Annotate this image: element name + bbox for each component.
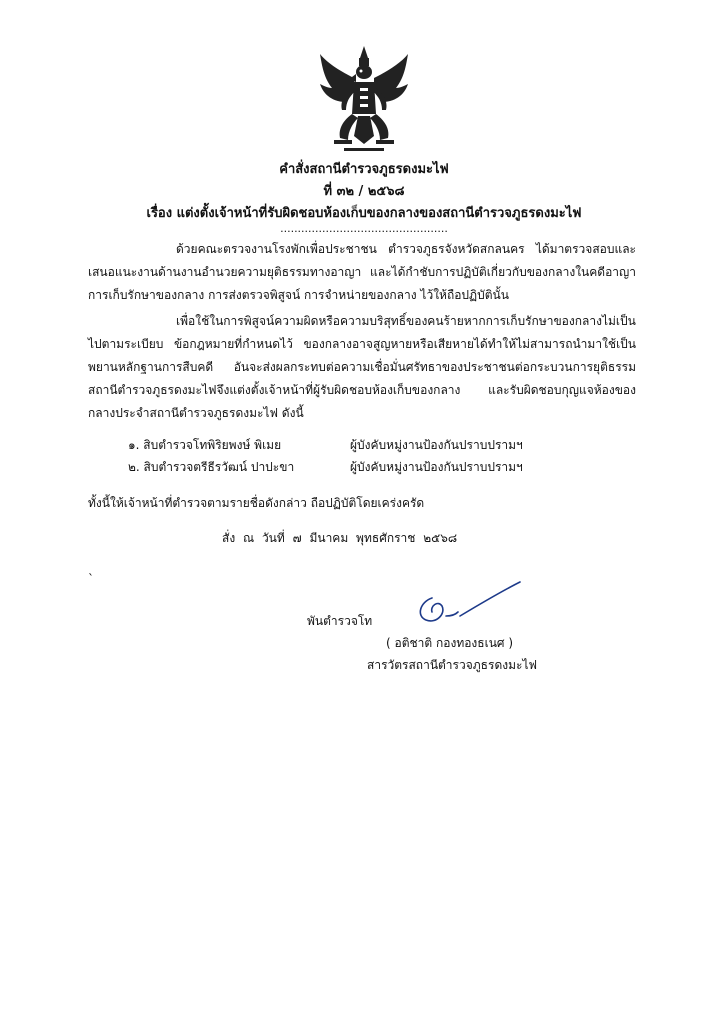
- closing-statement: ทั้งนี้ให้เจ้าหน้าที่ตำรวจตามรายชื่อดังกล่าว ถือปฏิบัติโดยเคร่งครัด: [88, 496, 425, 510]
- appointee-role: ผู้บังคับหมู่งานป้องกันปราบปรามฯ: [350, 438, 523, 452]
- order-date: สั่ง ณ วันที่ ๗ มีนาคม พุทธศักราช ๒๕๖๘: [222, 531, 458, 545]
- appointee-name: ๑. สิบตำรวจโทพิริยพงษ์ พิเมย: [128, 438, 282, 452]
- appointee-row: [128, 434, 523, 456]
- order-title: คำสั่งสถานีตำรวจภูธรดงมะไฟ: [279, 162, 449, 177]
- signer-position: สารวัตรสถานีตำรวจภูธรดงมะไฟ: [367, 658, 537, 672]
- appointee-row: [128, 456, 523, 478]
- appointee-role: ผู้บังคับหมู่งานป้องกันปราบปรามฯ: [350, 460, 523, 474]
- order-subject: เรื่อง แต่งตั้งเจ้าหน้าที่รับผิดชอบห้องเก็บของกลางของสถานีตำรวจภูธรดงมะไฟ: [146, 206, 582, 221]
- paragraph-1: ด้วยคณะตรวจงานโรงพักเพื่อประชาชน ตำรวจภูธรจังหวัดสกลนคร ได้มาตรวจสอบและเสนอแนะงานด้านงานอำนวยความยุติธรรมทางอาญา และได้กำชับการปฏิบัติเกี่ยวกับของกลางในคดีอาญา การเก็บรักษาของกลาง การส่งตรวจพิสูจน์ การจำหน่ายของกลาง ไว้ให้ถือปฏิบัตินั้น: [88, 242, 636, 302]
- paragraph-2: เพื่อใช้ในการพิสูจน์ความผิดหรือความบริสุทธิ์ของคนร้ายหากการเก็บรักษาของกลางไม่เป็นไปตามระเบียบ ข้อกฎหมายที่กำหนดไว้ ของกลางอาจสูญหายหรือเสียหายได้ทำให้ไม่สามารถนำมาใช้เป็นพยานหลักฐานการสืบคดี อันจะส่งผลกระทบต่อความเชื่อมั่นศรัทธาของประชาชนต่อกระบวนการยุติธรรม สถานีตำรวจภูธรดงมะไฟจึงแต่งตั้งเจ้าหน้าที่ผู้รับผิดชอบห้องเก็บของกลาง และรับผิดชอบกุญแจห้องของกลางประจำสถานีตำรวจภูธรดงมะไฟ ดังนี้: [88, 314, 636, 420]
- stray-mark: `: [88, 572, 94, 586]
- garuda-emblem-icon: [314, 44, 414, 154]
- signer-rank: พันตำรวจโท: [307, 614, 373, 628]
- signer-name: ( อติชาติ กองทองธเนศ ): [386, 636, 514, 650]
- appointee-name: ๒. สิบตำรวจตรีธีรวัฒน์ ปาปะขา: [128, 460, 295, 474]
- appointee-list: [128, 434, 523, 478]
- order-number: ที่ ๓๒ / ๒๕๖๘: [323, 184, 405, 199]
- handwritten-signature-icon: [410, 576, 530, 626]
- dotted-separator: ................................................: [280, 222, 448, 235]
